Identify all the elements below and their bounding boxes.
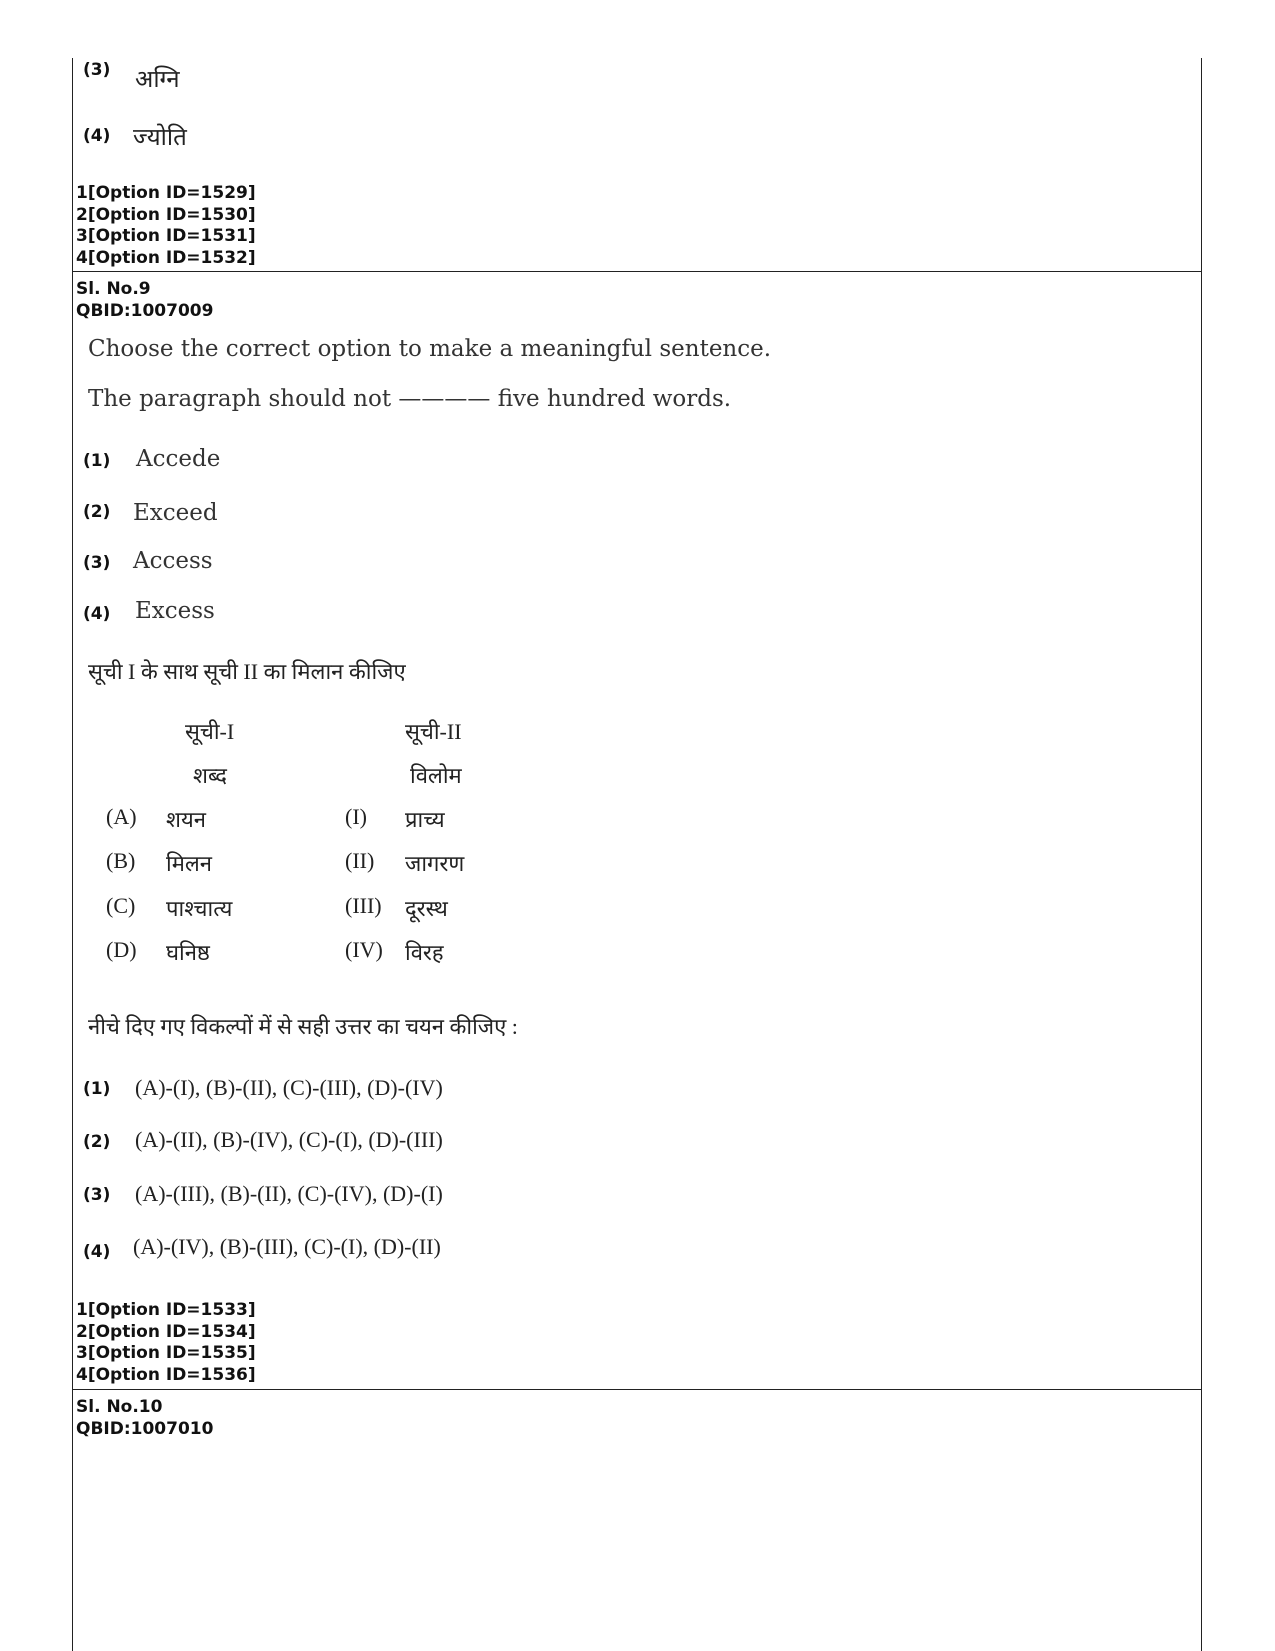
q8-option-3-number: (3) <box>83 60 111 80</box>
q9-choose-instruction: नीचे दिए गए विकल्पों में से सही उत्तर का चयन कीजिए : <box>88 1014 518 1039</box>
option-id: 3[Option ID=1535] <box>76 1343 256 1363</box>
q9-option-4-number: (4) <box>83 1242 111 1262</box>
q10-header <box>76 1397 213 1440</box>
q8-option-4-number: (4) <box>83 126 111 146</box>
match-row-iv-label: (IV) <box>345 937 383 962</box>
q9-option-4-text: (A)-(IV), (B)-(III), (C)-(I), (D)-(II) <box>133 1234 441 1259</box>
list-2-subheading: विलोम <box>410 763 462 788</box>
q9-qbid: QBID:1007009 <box>76 300 214 321</box>
match-row-a-word: शयन <box>166 807 206 832</box>
match-row-iii-word: दूरस्थ <box>405 896 448 921</box>
q9-instruction: Choose the correct option to make a meaningful sentence. <box>88 336 772 362</box>
page-frame <box>72 58 1202 1651</box>
match-row-d-word: घनिष्ठ <box>166 940 210 965</box>
q10-serial-number: Sl. No.10 <box>76 1397 163 1417</box>
match-row-a-label: (A) <box>106 804 137 829</box>
q9-option-1-number: (1) <box>83 1079 111 1099</box>
q9-en-option-3-text: Access <box>133 548 213 574</box>
list-1-heading: सूची-I <box>185 719 235 744</box>
q9-en-option-4-text: Excess <box>135 598 215 624</box>
match-row-c-label: (C) <box>106 893 136 918</box>
match-row-b-label: (B) <box>106 848 136 873</box>
q9-header <box>76 279 213 322</box>
q9-en-option-3-number: (3) <box>83 553 111 573</box>
option-id: 3[Option ID=1531] <box>76 226 256 246</box>
match-row-iii-label: (III) <box>345 893 382 918</box>
q9-en-option-1-text: Accede <box>136 446 221 472</box>
q9-option-3-number: (3) <box>83 1185 111 1205</box>
q9-en-option-2-text: Exceed <box>133 500 218 526</box>
q9-serial-number: Sl. No.9 <box>76 279 151 299</box>
q9-sentence: The paragraph should not ———— five hundred words. <box>88 386 732 412</box>
q10-qbid: QBID:1007010 <box>76 1418 214 1439</box>
q8-option-3-text: अग्नि <box>135 67 180 93</box>
list-1-subheading: शब्द <box>193 763 227 788</box>
option-id: 4[Option ID=1536] <box>76 1364 256 1385</box>
q9-option-3-text: (A)-(III), (B)-(II), (C)-(IV), (D)-(I) <box>135 1181 443 1206</box>
q9-hindi-instruction: सूची I के साथ सूची II का मिलान कीजिए <box>88 659 406 684</box>
q8-option-id-list <box>76 183 256 269</box>
q9-en-option-1-number: (1) <box>83 451 111 471</box>
option-id: 2[Option ID=1534] <box>76 1321 256 1342</box>
match-row-ii-word: जागरण <box>405 851 465 876</box>
q8-option-4-text: ज्योति <box>133 125 187 151</box>
option-id: 1[Option ID=1533] <box>76 1300 256 1320</box>
option-id: 2[Option ID=1530] <box>76 204 256 225</box>
question-divider <box>72 271 1202 272</box>
question-divider <box>72 1389 1202 1390</box>
q9-option-2-text: (A)-(II), (B)-(IV), (C)-(I), (D)-(III) <box>135 1127 443 1152</box>
match-row-i-word: प्राच्य <box>405 807 445 832</box>
match-row-ii-label: (II) <box>345 848 375 873</box>
q9-option-2-number: (2) <box>83 1132 111 1152</box>
option-id: 4[Option ID=1532] <box>76 247 256 268</box>
list-2-heading: सूची-II <box>405 719 462 744</box>
match-row-iv-word: विरह <box>405 940 444 965</box>
match-row-b-word: मिलन <box>166 851 212 876</box>
q9-option-1-text: (A)-(I), (B)-(II), (C)-(III), (D)-(IV) <box>135 1075 443 1100</box>
match-row-i-label: (I) <box>345 804 367 829</box>
q9-option-id-list <box>76 1300 256 1386</box>
match-row-c-word: पाश्चात्य <box>166 896 233 921</box>
q9-en-option-2-number: (2) <box>83 502 111 522</box>
option-id: 1[Option ID=1529] <box>76 183 256 203</box>
match-row-d-label: (D) <box>106 937 137 962</box>
q9-en-option-4-number: (4) <box>83 604 111 624</box>
